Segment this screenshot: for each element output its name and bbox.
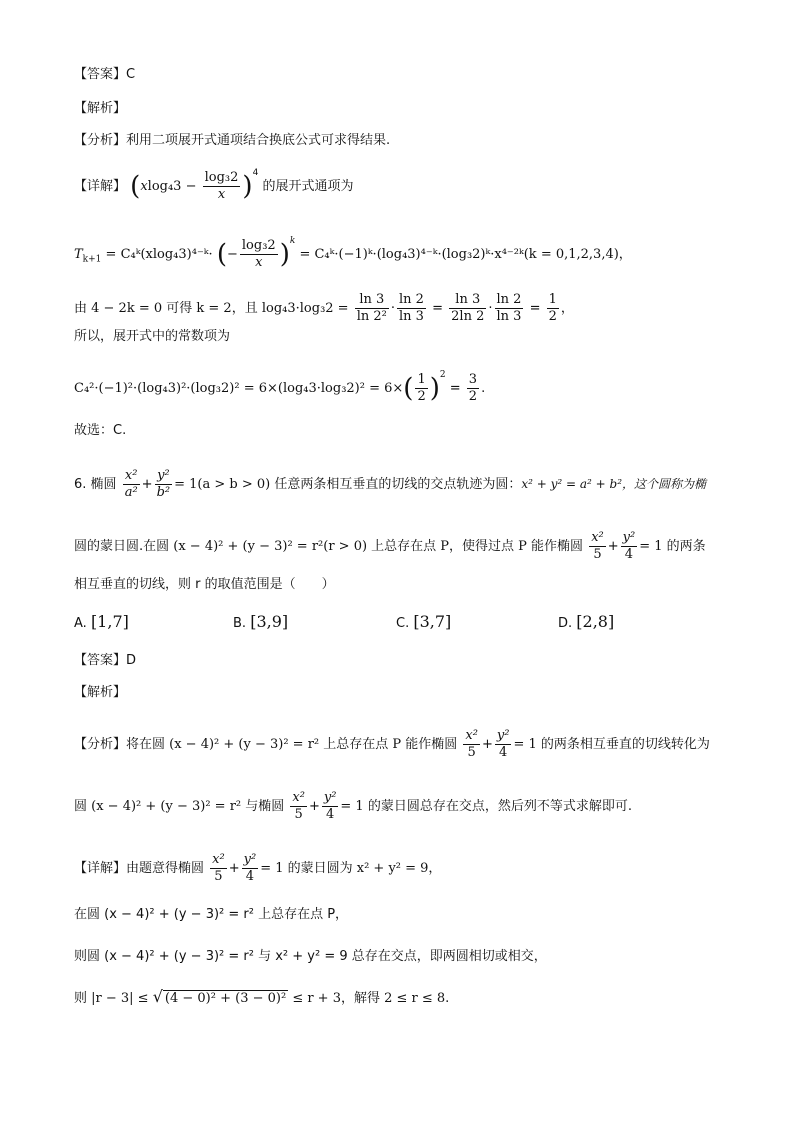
detail-line: 【详解】 (xlog₄3 − $\frac{\text{log₃2}}{x}$ )$^4$ 的展开式通项为 xyxy=(74,167,354,202)
choose-line: 故选：C. xyxy=(74,423,127,438)
answer-tag: 【答案】 xyxy=(74,67,127,82)
question-number: 6. xyxy=(74,477,87,492)
constant-term-line: C₄²·(−1)²·(log₄3)²·(log₃2)² = 6×(log₄3·log₃2)² = 6×( $\frac{1}{2}$ )$^2$ = $\frac{3}{2}$ . xyxy=(74,369,486,404)
option-b: B. [3,9] xyxy=(233,612,289,631)
q6-detail-line-1: 【详解】由题意得椭圆 $\frac{\text{x²}}{5}$ + $\frac{\text{y²}}{4}$ = 1 的蒙日圆为 x² + y² = 9， xyxy=(74,852,442,884)
detail-text: 的展开式通项为 xyxy=(262,179,354,194)
general-term-line: $T_{k+1}$ = C₄ᵏ(xlog₄3)⁴⁻ᵏ· (− $\frac{\text{log₃2}}{x}$ )$^k$ = C₄ᵏ·(−1)ᵏ·(log₄3)⁴⁻ᵏ·(log₃2)ᵏ·x⁴⁻²ᵏ(k = 0,1,2,3,4)， xyxy=(74,235,632,270)
q6-detail-line-4: 则 |r − 3| ≤ √ (4 − 0)² + (3 − 0)² ≤ r + 3，解得 2 ≤ r ≤ 8. xyxy=(74,987,450,1006)
q6-line-3: 相互垂直的切线，则 r 的取值范围是（ ） xyxy=(74,577,335,592)
q6-answer-line: 【答案】D xyxy=(74,653,137,668)
analysis-heading: 【解析】 xyxy=(74,101,127,116)
option-c: C. [3,7] xyxy=(396,612,452,631)
k-text: 由 4 − 2k = 0 可得 k = 2，且 log₄3·log₃2 = xyxy=(74,301,349,316)
fraction: $\frac{\text{log₃2}}{x}$ xyxy=(204,170,239,202)
var-x: x xyxy=(140,179,148,194)
fenxi-tag: 【分析】 xyxy=(74,133,127,148)
q6-fenxi-line-2: 圆 (x − 4)² + (y − 3)² = r² 与椭圆 $\frac{\text{x²}}{5}$ + $\frac{\text{y²}}{4}$ = 1 的蒙日圆总存在交点，然后列不等式求解即可. xyxy=(74,790,632,822)
q6-analysis-heading: 【解析】 xyxy=(74,685,127,700)
log-term: log₄3 xyxy=(147,179,182,194)
q6-line-2: 圆的蒙日圆.在圆 (x − 4)² + (y − 3)² = r²(r > 0) 上总存在点 P，使得过点 P 能作椭圆 $\frac{\text{x²}}{5}$ + $\frac{\text{y²}}{4}$ = 1 的两条 xyxy=(74,530,706,562)
analysis-line xyxy=(74,132,390,150)
option-d: D. [2,8] xyxy=(558,612,615,631)
q6-detail-line-2: 在圆 (x − 4)² + (y − 3)² = r² 上总存在点 P， xyxy=(74,907,349,922)
sqrt-expr: (4 − 0)² + (3 − 0)² xyxy=(164,991,287,1006)
option-a: A. [1,7] xyxy=(74,612,129,631)
detail-tag: 【详解】 xyxy=(74,179,127,194)
const-expr: C₄²·(−1)²·(log₄3)²·(log₃2)² = 6×(log₄3·log₃2)² = 6× xyxy=(74,381,404,396)
q6-detail-line-3: 则圆 (x − 4)² + (y − 3)² = r² 与 x² + y² = 9 总存在交点，即两圆相切或相交， xyxy=(74,949,547,964)
so-line: 所以，展开式中的常数项为 xyxy=(74,329,231,344)
k-line: 由 4 − 2k = 0 可得 k = 2，且 log₄3·log₃2 = $\frac{\ln 3}{\text{ln 2²}}$ · $\frac{\ln 2}{\ln 3}$ = $\frac{\ln 3}{2\ln 2}$ · $\frac{\ln 2}{\ln 3}$ = $\frac{1}{2}$ ， xyxy=(74,292,574,324)
answer-line xyxy=(74,66,135,84)
term-part-1: = C₄ᵏ(xlog₄3)⁴⁻ᵏ· xyxy=(105,247,213,262)
q6-fenxi-line-1: 【分析】将在圆 (x − 4)² + (y − 3)² = r² 上总存在点 P 能作椭圆 $\frac{\text{x²}}{5}$ + $\frac{\text{y²}}{4}$ = 1 的两条相互垂直的切线转化为 xyxy=(74,728,710,760)
term-part-2: = C₄ᵏ·(−1)ᵏ·(log₄3)⁴⁻ᵏ·(log₃2)ᵏ·x⁴⁻²ᵏ(k = 0,1,2,3,4)， xyxy=(299,247,632,262)
q6-line-1: 6. 椭圆 $\frac{\text{x²}}{\text{a²}}$ + $\frac{\text{y²}}{\text{b²}}$ = 1(a > b > 0) 任意两条相互垂直的切线的交点轨迹为圆：x² + y² = a² + b²，这个圆称为椭 xyxy=(74,468,707,500)
t-symbol: T xyxy=(74,247,83,262)
fenxi-text: 利用二项展开式通项结合换底公式可求得结果. xyxy=(126,133,391,148)
answer-value: C xyxy=(126,67,136,82)
q6-answer-value: D xyxy=(126,653,137,668)
exponent: 4 xyxy=(252,167,259,178)
